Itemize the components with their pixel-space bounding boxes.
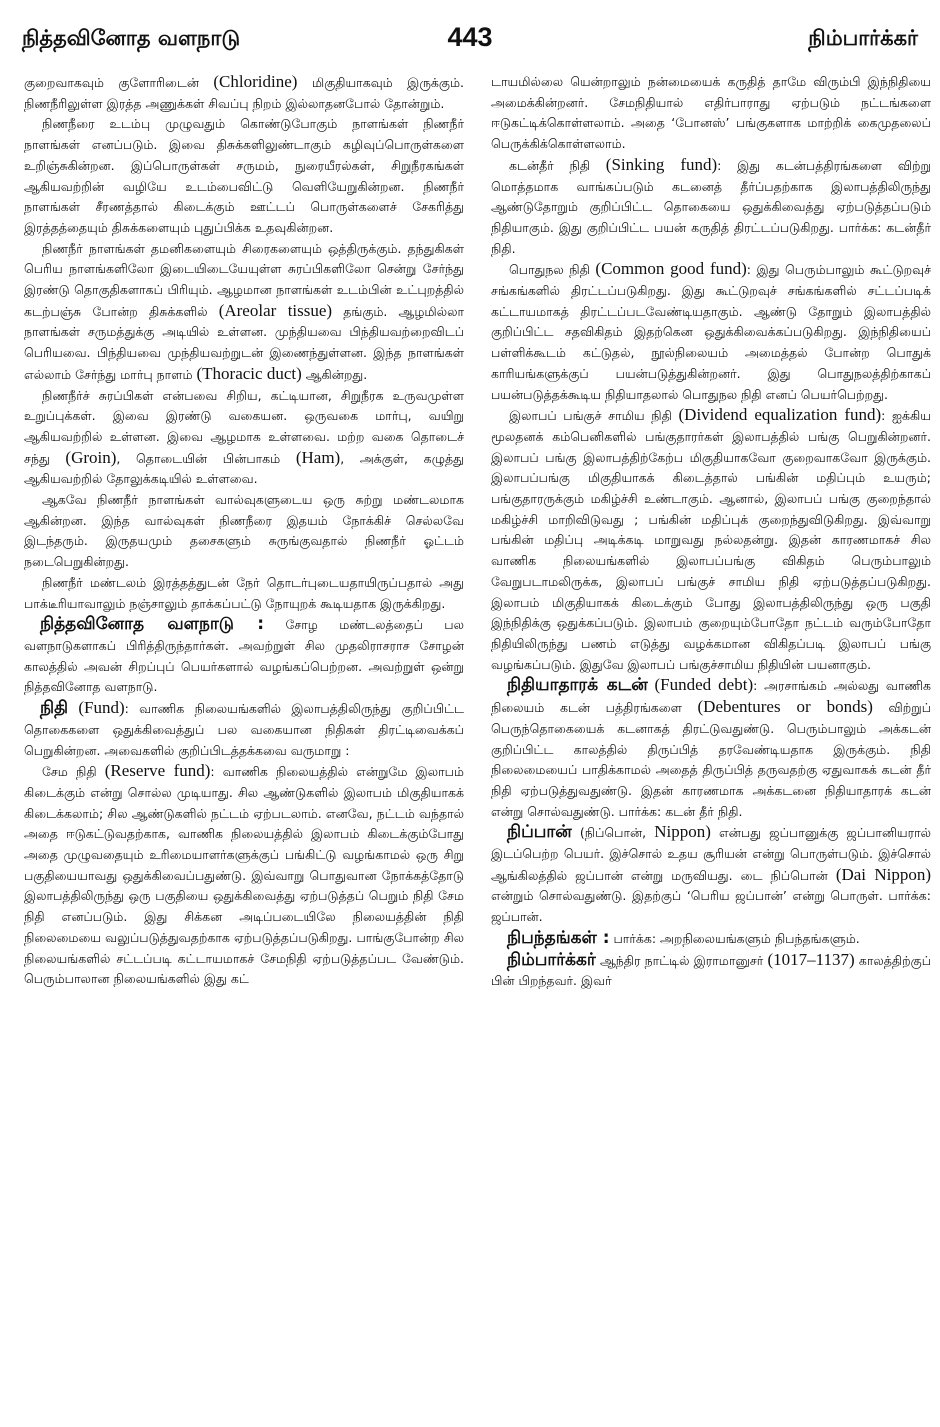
entry-text: காலத்திற்குப் பின் பிறந்தவர். இவர் xyxy=(491,952,931,989)
entry-nidhi-fund xyxy=(24,698,464,761)
text-run: , தொடையின் பின்பாகம் xyxy=(116,450,296,466)
entry-headword: நிப்பான் xyxy=(507,822,572,843)
paragraph-vessel-types xyxy=(24,239,464,386)
page-header xyxy=(22,22,918,62)
entry-text: : வாணிக நிலையங்களில் இலாபத்திலிருந்து குறிப்பிட்ட தொகைகளை ஒதுக்கிவைத்துப் பல வகையான நிதிகள் திரட்டிவைக்கப் பெறுகின்றன. அவைகளில் குறிப்பிடத்தக்கவை வருமாறு : xyxy=(24,701,464,758)
english-term: (Sinking fund) xyxy=(605,154,718,174)
paragraph-lymph-circulation: ஆகவே நிணநீர் நாளங்கள் வால்வுகளுடைய ஒரு சுற்று மண்டலமாக ஆகின்றன. இந்த வால்வுகள் நிணநீரை இதயம் நோக்கிச் செல்லவே இடந்தரும். இருதயமும் தசைகளும் சுருங்குவதால் நிணநீர் ஓட்டம் நடைபெறுகின்றது. xyxy=(24,492,464,570)
text-run: குறைவாகவும் குளோரிடைன் xyxy=(24,75,214,90)
right-column xyxy=(491,72,931,1412)
entry-text: (நிப்பொன், xyxy=(571,825,655,841)
text-run: கடன்தீர் நிதி xyxy=(509,157,606,173)
text-run: ஆகின்றது. xyxy=(301,366,368,382)
english-term: (Dai Nippon) xyxy=(835,864,931,884)
text-run: மிகுதியாகவும் இருக்கும். நிணநீரிலுள்ள இரத்த அணுக்கள் சிவப்பு நிறம் இல்லாதனபோல் தோன்றும். xyxy=(24,75,464,111)
english-term: (Groin) xyxy=(65,447,117,467)
text-run: நிணநீர் நாளங்கள் தமனிகளையும் சிரைகளையும் ஒத்திருக்கும். தந்துகிகள் பெரிய நாளங்களிலோ இடையிடையேயுள்ள சுரப்பிகளிலோ சென்று சேர்ந்து இரண்டு தொகுதிகளாகப் பிரியும். ஆழமான நாளங்கள் உடம்பின் உட்புறத்தில் கடற்பஞ்சு போன்ற திசுக்களில் xyxy=(24,240,464,319)
english-term: (Fund) xyxy=(78,698,125,718)
paragraph-lymph-glands xyxy=(24,386,464,491)
text-run: : இது பெரும்பாலும் கூட்டுறவுச் சங்கங்களில் திரட்டப்படுகிறது. இது கூட்டுறவுச் சங்கங்களில் சட்டப்படிக் கட்டாயமாகத் திரட்டப்படவேண்டியதாகும். ஆண்டு தோறும் இலாபத்தில் குறிப்பிட்ட சதவிகிதம் இதற்கென ஒதுக்கிவைக்கப்படுகிறது. இந்நிதியைப் பள்ளிக்கூடம் கட்டுதல், நூல்நிலையம் அமைத்தல் போன்ற பொதுக் காரியங்களுக்குப் பயன்படுத்துகின்றனர். இது பொதுநலத்திற்காகப் பயன்படுத்தக்கூடிய நிதியாதலால் பொதுநல நிதி எனப் பெயர்பெற்றது. xyxy=(491,262,931,402)
english-term: (Common good fund) xyxy=(595,259,747,279)
entry-nibandhangal xyxy=(491,928,931,950)
entry-text: சோழ மண்டலத்தைப் பல வளநாடுகளாகப் பிரித்திருந்தார்கள். அவற்றுள் சில முதலிராசராச சோழன் காலத்தில் அவன் சிறப்புப் பெயர்களால் வழங்கப்பெற்றன. அவற்றுள் ஒன்று நித்தவினோத வளநாடு. xyxy=(24,617,464,695)
text-run: , அக்குள், கழுத்து ஆகியவற்றில் தோலுக்கடியில் உள்ளவை. xyxy=(24,450,464,487)
left-column xyxy=(24,72,464,1412)
english-term: Nippon) xyxy=(654,822,711,842)
entry-text: என்றும் சொல்வதுண்டு. இதற்குப் ‘பெரிய ஜப்பான்’ என்று பொருள். பார்க்க: ஜப்பான். xyxy=(491,888,931,925)
entry-headword: நிம்பார்க்கர் xyxy=(507,949,596,970)
text-run: சேம நிதி xyxy=(42,764,105,780)
english-term: (Debentures or bonds) xyxy=(697,697,873,717)
english-term: (1017–1137) xyxy=(767,949,855,969)
paragraph-sinking-fund xyxy=(491,155,931,260)
entry-text: விற்றுப் பெருந்தொகையைக் கடனாகத் திரட்டுவதுண்டு. பெரும்பாலும் அக்கடன் குறிப்பிட்ட காலத்தில் திருப்பித் தரவேண்டியதாக இருக்கும். நிதி நிலைமையைப் பாதிக்காமல் அதைத் திருப்பித் தருவதற்கு ஏதுவாகக் கடன் தீர் நிதி ஏற்படுத்துவதுண்டு. இதன் காரணமாக அக்கடனை நிதியாதாரக் கடன் என்று சொல்வதுண்டு. பார்க்க: கடன் தீர் நிதி. xyxy=(491,700,931,819)
entry-nimbarkar xyxy=(491,950,931,992)
entry-funded-debt xyxy=(491,675,931,822)
paragraph-dividend-equalization-fund xyxy=(491,405,931,675)
entry-headword: நித்தவினோத வளநாடு : xyxy=(40,614,265,635)
paragraph-lymph-vessels: நிணநீரை உடம்பு முழுவதும் கொண்டுபோகும் நாளங்கள் நிணநீர் நாளங்கள் எனப்படும். இவை திசுக்களிலுண்டாகும் கழிவுப்பொருள்களை உறிஞ்சுகின்றன. இப்பொருள்கள் சருமம், நுரையீரல்கள், சிறுநீரகங்கள் ஆகியவற்றின் வழியே உடம்பைவிட்டு வெளியேறுகின்றன. நிணநீர் நாளங்கள் சீரணத்தால் கிடைக்கும் ஊட்டப் பொருள்களைச் சேகரித்து இரத்தத்தையும் திசுக்களையும் புதுப்பிக்க உதவுகின்றன. xyxy=(24,116,464,235)
english-term: (Ham) xyxy=(295,447,341,467)
running-head-right: நிம்பார்க்கர் xyxy=(808,26,918,50)
entry-text: ஆந்திர நாட்டில் இராமானுசர் xyxy=(595,952,768,968)
paragraph-lymph-composition xyxy=(24,72,464,114)
entry-headword: நிதி xyxy=(40,698,69,719)
text-run: பொதுநல நிதி xyxy=(509,262,596,278)
text-run: இலாபப் பங்குச் சாமிய நிதி xyxy=(509,408,679,424)
text-run: : வாணிக நிலையத்தில் என்றுமே இலாபம் கிடைக்கும் என்று சொல்ல முடியாது. சில ஆண்டுகளில் இலாபம் மிகுதியாகக் கிடைக்கலாம்; சில ஆண்டுகளில் நட்டம் ஏற்படலாம். எனவே, நட்டம் வந்தால் அதை ஈடுகட்டுவதற்காக, வாணிக நிலையத்தில் இலாபம் கிடைக்கும்போது அதை முழுவதையும் உரிமையாளர்களுக்குப் பங்கிட்டு வழங்காமல் ஒரு சிறு பகுதியையாவது ஒதுக்கிவைப்பதுண்டு. இவ்வாறு பொதுவான நோக்கத்தோடு இலாபத்திலிருந்து ஒரு பகுதியை ஒதுக்கிவைத்து ஏற்படுத்தப் பெறும் நிதி சேம நிதி எனப்படும். இது சிக்கன அடிப்படையிலே நிலையத்தின் நிதி நிலைமையை வலுப்படுத்துவதற்காக ஏற்படுத்தப்படுகிறது. பாங்குபோன்ற சில நிலையங்களில் சட்டப்படி கட்டாயமாகச் சேமநிதி ஏற்படுத்தப்பட வேண்டும். பெரும்பாலான நிலையங்களில் இது கட் xyxy=(24,764,464,987)
paragraph-reserve-fund xyxy=(24,761,464,990)
english-term: (Thoracic duct) xyxy=(196,363,302,383)
page-number: 443 xyxy=(447,22,493,52)
paragraph-common-good-fund xyxy=(491,259,931,405)
running-head-left: நித்தவினோத வளநாடு xyxy=(22,26,241,50)
entry-nithavinoda-valanadu xyxy=(24,614,464,698)
entry-text: என்பது ஜப்பானுக்கு ஜப்பானியரால் இடப்பெற்ற பெயர். இச்சொல் உதய சூரியன் என்று பொருள்படும். இச்சொல் ஆங்கிலத்தில் ஜப்பான் என்று மருவியது. டை நிப்பொன் xyxy=(491,825,931,883)
entry-text: பார்க்க: அறநிலையங்களும் நிபந்தங்களும். xyxy=(609,930,860,946)
english-term: (Dividend equalization fund) xyxy=(678,405,882,425)
text-run: : இது கடன்பத்திரங்களை விற்று மொத்தமாக வாங்கப்படும் கடனைத் தீர்ப்பதற்காக இலாபத்திலிருந்து ஆண்டுதோறும் குறிப்பிட்ட தொகையை ஒதுக்கிவைத்து ஏற்படுத்தப்படும் நிதியாகும். இது குறிப்பிட்ட பயன் கருதித் திரட்டப்படுகிறது. பார்க்க: கடன்தீர் நிதி. xyxy=(491,157,931,256)
entry-nippon xyxy=(491,822,931,928)
paragraph-lymph-disease: நிணநீர் மண்டலம் இரத்தத்துடன் நேர் தொடர்புடையதாயிருப்பதால் அது பாக்டீரியாவாலும் நஞ்சாலும் தாக்கப்பட்டு நோயுறக் கூடியதாக இருக்கிறது. xyxy=(24,574,464,611)
english-term: (Reserve fund) xyxy=(104,761,211,781)
english-term: (Chloridine) xyxy=(213,72,298,91)
entry-headword: நிபந்தங்கள் : xyxy=(507,927,610,948)
text-run: தங்கும். ஆழமில்லா நாளங்கள் சருமத்துக்கு அடியில் உள்ளன. முந்தியவை பிந்தியவற்றைவிடப் பெரியவை. பிந்தியவை முந்தியவற்றுடன் இணைந்துள்ளன. இந்த நாளங்கள் எல்லாம் சேர்ந்து மார்பு நாளம் xyxy=(24,303,464,382)
text-run: நிணநீர்ச் சுரப்பிகள் என்பவை சிறிய, கட்டியான, சிறுநீரக உருவமுள்ள உறுப்புக்கள். இவை இரண்டு வகையன. ஒருவகை மார்பு, வயிறு ஆகியவற்றில் உள்ளன. இவை ஆழமாக உள்ளவை. மற்ற வகை தொடைச் சந்து xyxy=(24,387,464,466)
text-run: : ஐக்கிய மூலதனக் கம்பெனிகளில் பங்குதாரர்கள் இலாபத்தில் பங்கு பெறுகின்றனர். இலாபப் பங்கு இலாபத்திற்கேற்ப மிகுதியாகவோ குறைவாகவோ இருக்கும். இலாபப்பங்கு மிகுதியாகக் கிடைத்தால் பங்கின் மதிப்பும் உயரும்; பங்குதாரருக்கும் மகிழ்ச்சி உண்டாகும். ஆனால், இலாபப் பங்கு குறைந்தால் மகிழ்ச்சி மாறிவிடுவது ; பங்கின் மதிப்புக் குறைந்துவிடுகிறது. இவ்வாறு பங்கின் மதிப்பு அடிக்கடி மாறுவது நல்லதன்று. இதன் காரணமாகச் சில வாணிக நிலையங்களில் இலாபப்பங்கு விகிதம் பெரும்பாலும் வேறுபடாமலிருக்க, இலாபப் பங்குச் சாமிய நிதி ஏற்படுத்தப்படுகிறது. இலாபம் மிகுதியாகக் கிடைக்கும் போது இலாபத்திலிருந்து ஒரு பகுதி இந்நிதிக்கு ஒதுக்கப்படும். இலாபம் குறையும்போதோ நட்டம் வரும்போதோ நிதியிலிருந்து பணம் எடுத்து வழக்கமான விகிதப்படி இலாபப் பங்கு வழங்கப்படும். இதுவே இலாபப் பங்குச்சாமிய நிதியின் பயனாகும். xyxy=(491,408,931,672)
english-term: (Areolar tissue) xyxy=(218,300,333,320)
entry-headword: நிதியாதாரக் கடன் xyxy=(507,675,648,696)
english-term: (Funded debt) xyxy=(654,675,754,695)
entry-text: : அரசாங்கம் அல்லது வாணிக நிலையம் கடன் பத்திரங்களை xyxy=(491,678,931,716)
paragraph-reserve-fund-continued: டாயமில்லை யென்றாலும் நன்மையைக் கருதித் தாமே விரும்பி இந்நிதியை அமைக்கின்றனர். சேமநிதியால் எதிர்பாராது ஏற்படும் நட்டங்களை ஈடுகட்டிக்கொள்ளலாம். அதை ‘போனஸ்’ பங்குகளாக மாற்றிக் கைமுதலைப் பெருக்கிக்கொள்ளலாம். xyxy=(491,74,931,152)
